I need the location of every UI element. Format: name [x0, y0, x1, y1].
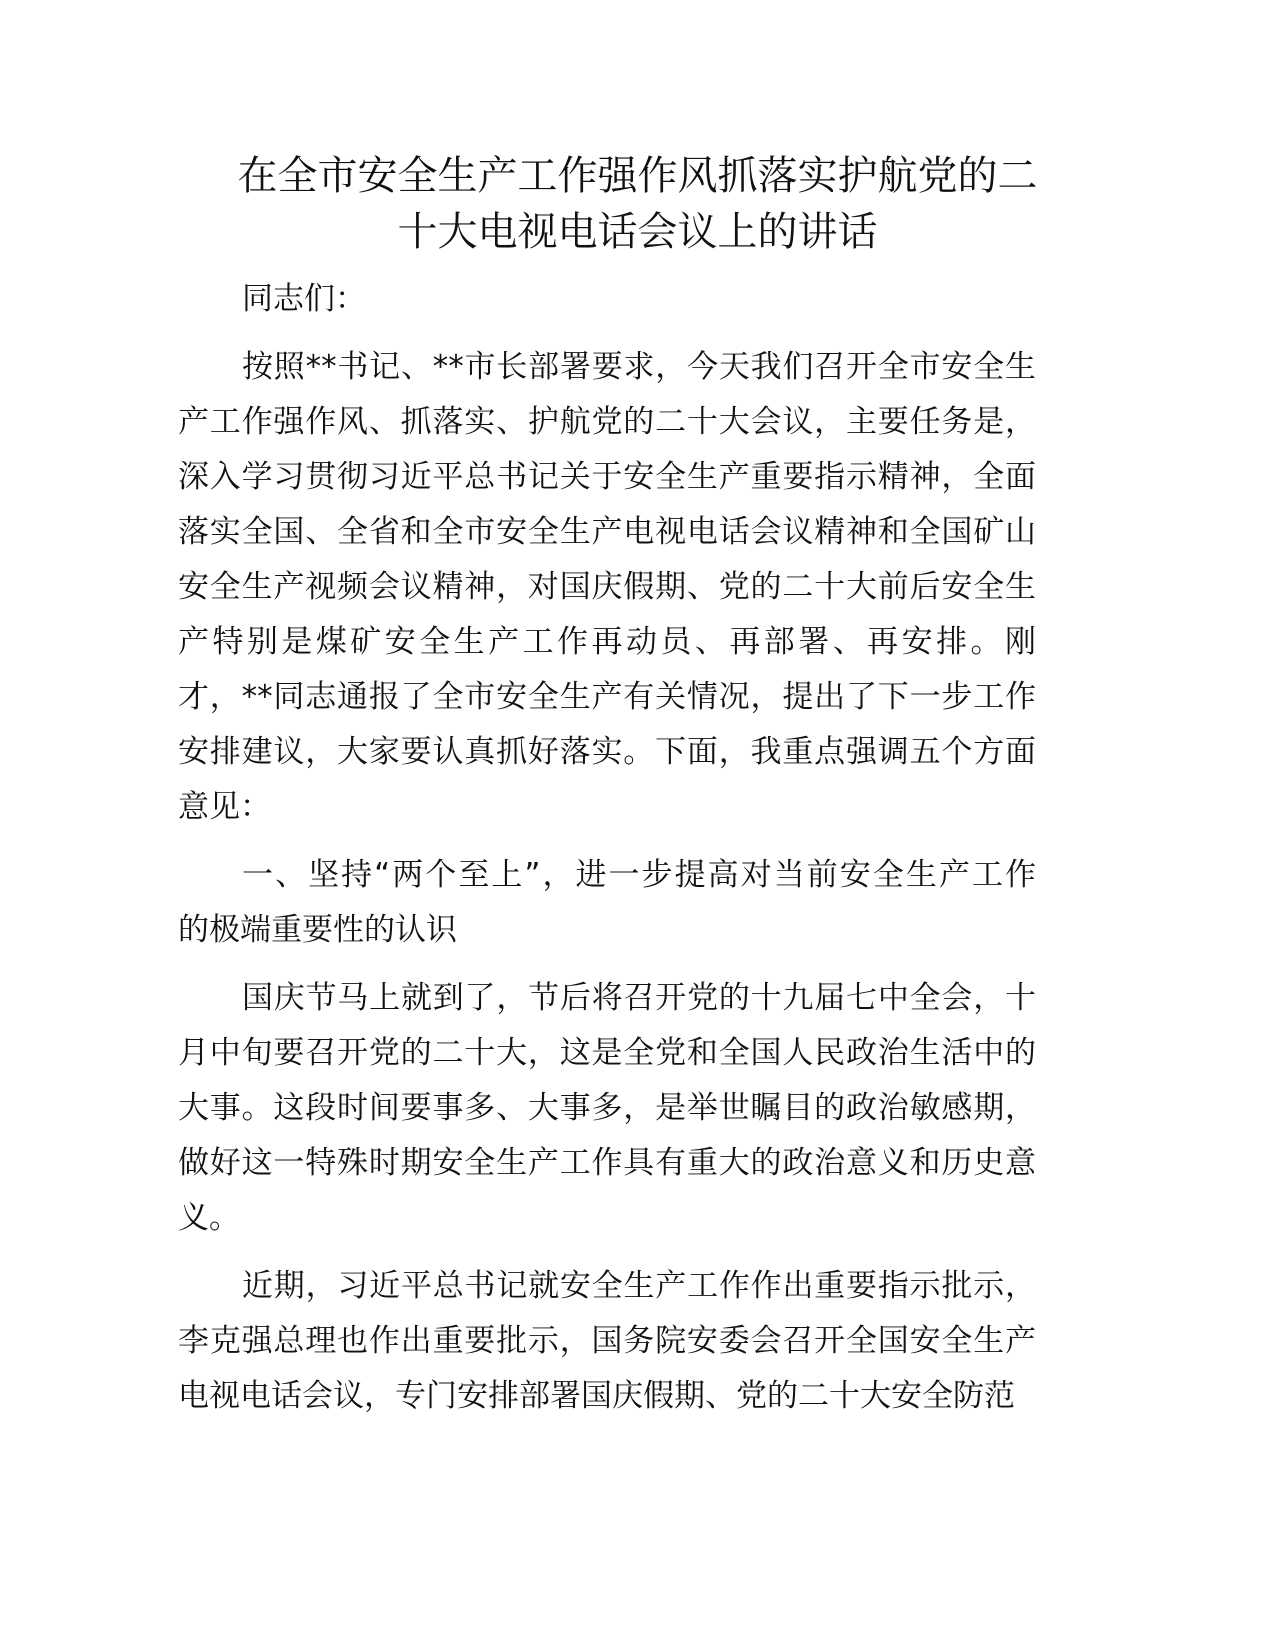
text-line: 义。: [178, 1200, 240, 1236]
text-line: 近期，习近平总书记就安全生产工作作出重要指示批示，: [242, 1268, 1036, 1304]
text-line: 按照**书记、**市长部署要求，今天我们召开全市安全生: [242, 349, 1036, 385]
text-line: 才，**同志通报了全市安全生产有关情况，提出了下一步工作: [178, 679, 1036, 715]
title-line: 在全市安全生产工作强作风抓落实护航党的二: [237, 153, 1038, 199]
text-line: 大事。这段时间要事多、大事多，是举世瞩目的政治敏感期，: [178, 1090, 1036, 1126]
text-line: 深入学习贯彻习近平总书记关于安全生产重要指示精神，全面: [178, 459, 1036, 495]
text-line: 一、坚持“两个至上”，进一步提高对当前安全生产工作: [242, 857, 1036, 893]
text-line: 同志们：: [242, 281, 366, 317]
paragraph: [178, 340, 1036, 835]
text-line: 电视电话会议，专门安排部署国庆假期、党的二十大安全防范: [178, 1378, 1015, 1414]
text-line: 安全生产视频会议精神，对国庆假期、党的二十大前后安全生: [178, 569, 1036, 605]
text-line: 产特别是煤矿安全生产工作再动员、再部署、再安排。刚: [178, 624, 1036, 660]
text-line: 李克强总理也作出重要批示，国务院安委会召开全国安全生产: [178, 1323, 1036, 1359]
document-body: [178, 272, 1036, 1437]
paragraph: [178, 971, 1036, 1246]
salutation: [178, 272, 1036, 327]
paragraph: [178, 1259, 1036, 1424]
paragraph: [178, 848, 1036, 958]
document-title: [150, 148, 1125, 260]
text-line: 落实全国、全省和全市安全生产电视电话会议精神和全国矿山: [178, 514, 1036, 550]
text-line: 产工作强作风、抓落实、护航党的二十大会议，主要任务是，: [178, 404, 1036, 440]
text-line: 安排建议，大家要认真抓好落实。下面，我重点强调五个方面: [178, 734, 1036, 770]
title-line: 十大电视电话会议上的讲话: [397, 209, 878, 255]
text-line: 意见：: [178, 789, 271, 825]
text-line: 的极端重要性的认识: [178, 912, 457, 948]
text-line: 做好这一特殊时期安全生产工作具有重大的政治意义和历史意: [178, 1145, 1036, 1181]
text-line: 国庆节马上就到了，节后将召开党的十九届七中全会，十: [242, 980, 1036, 1016]
text-line: 月中旬要召开党的二十大，这是全党和全国人民政治生活中的: [178, 1035, 1036, 1071]
